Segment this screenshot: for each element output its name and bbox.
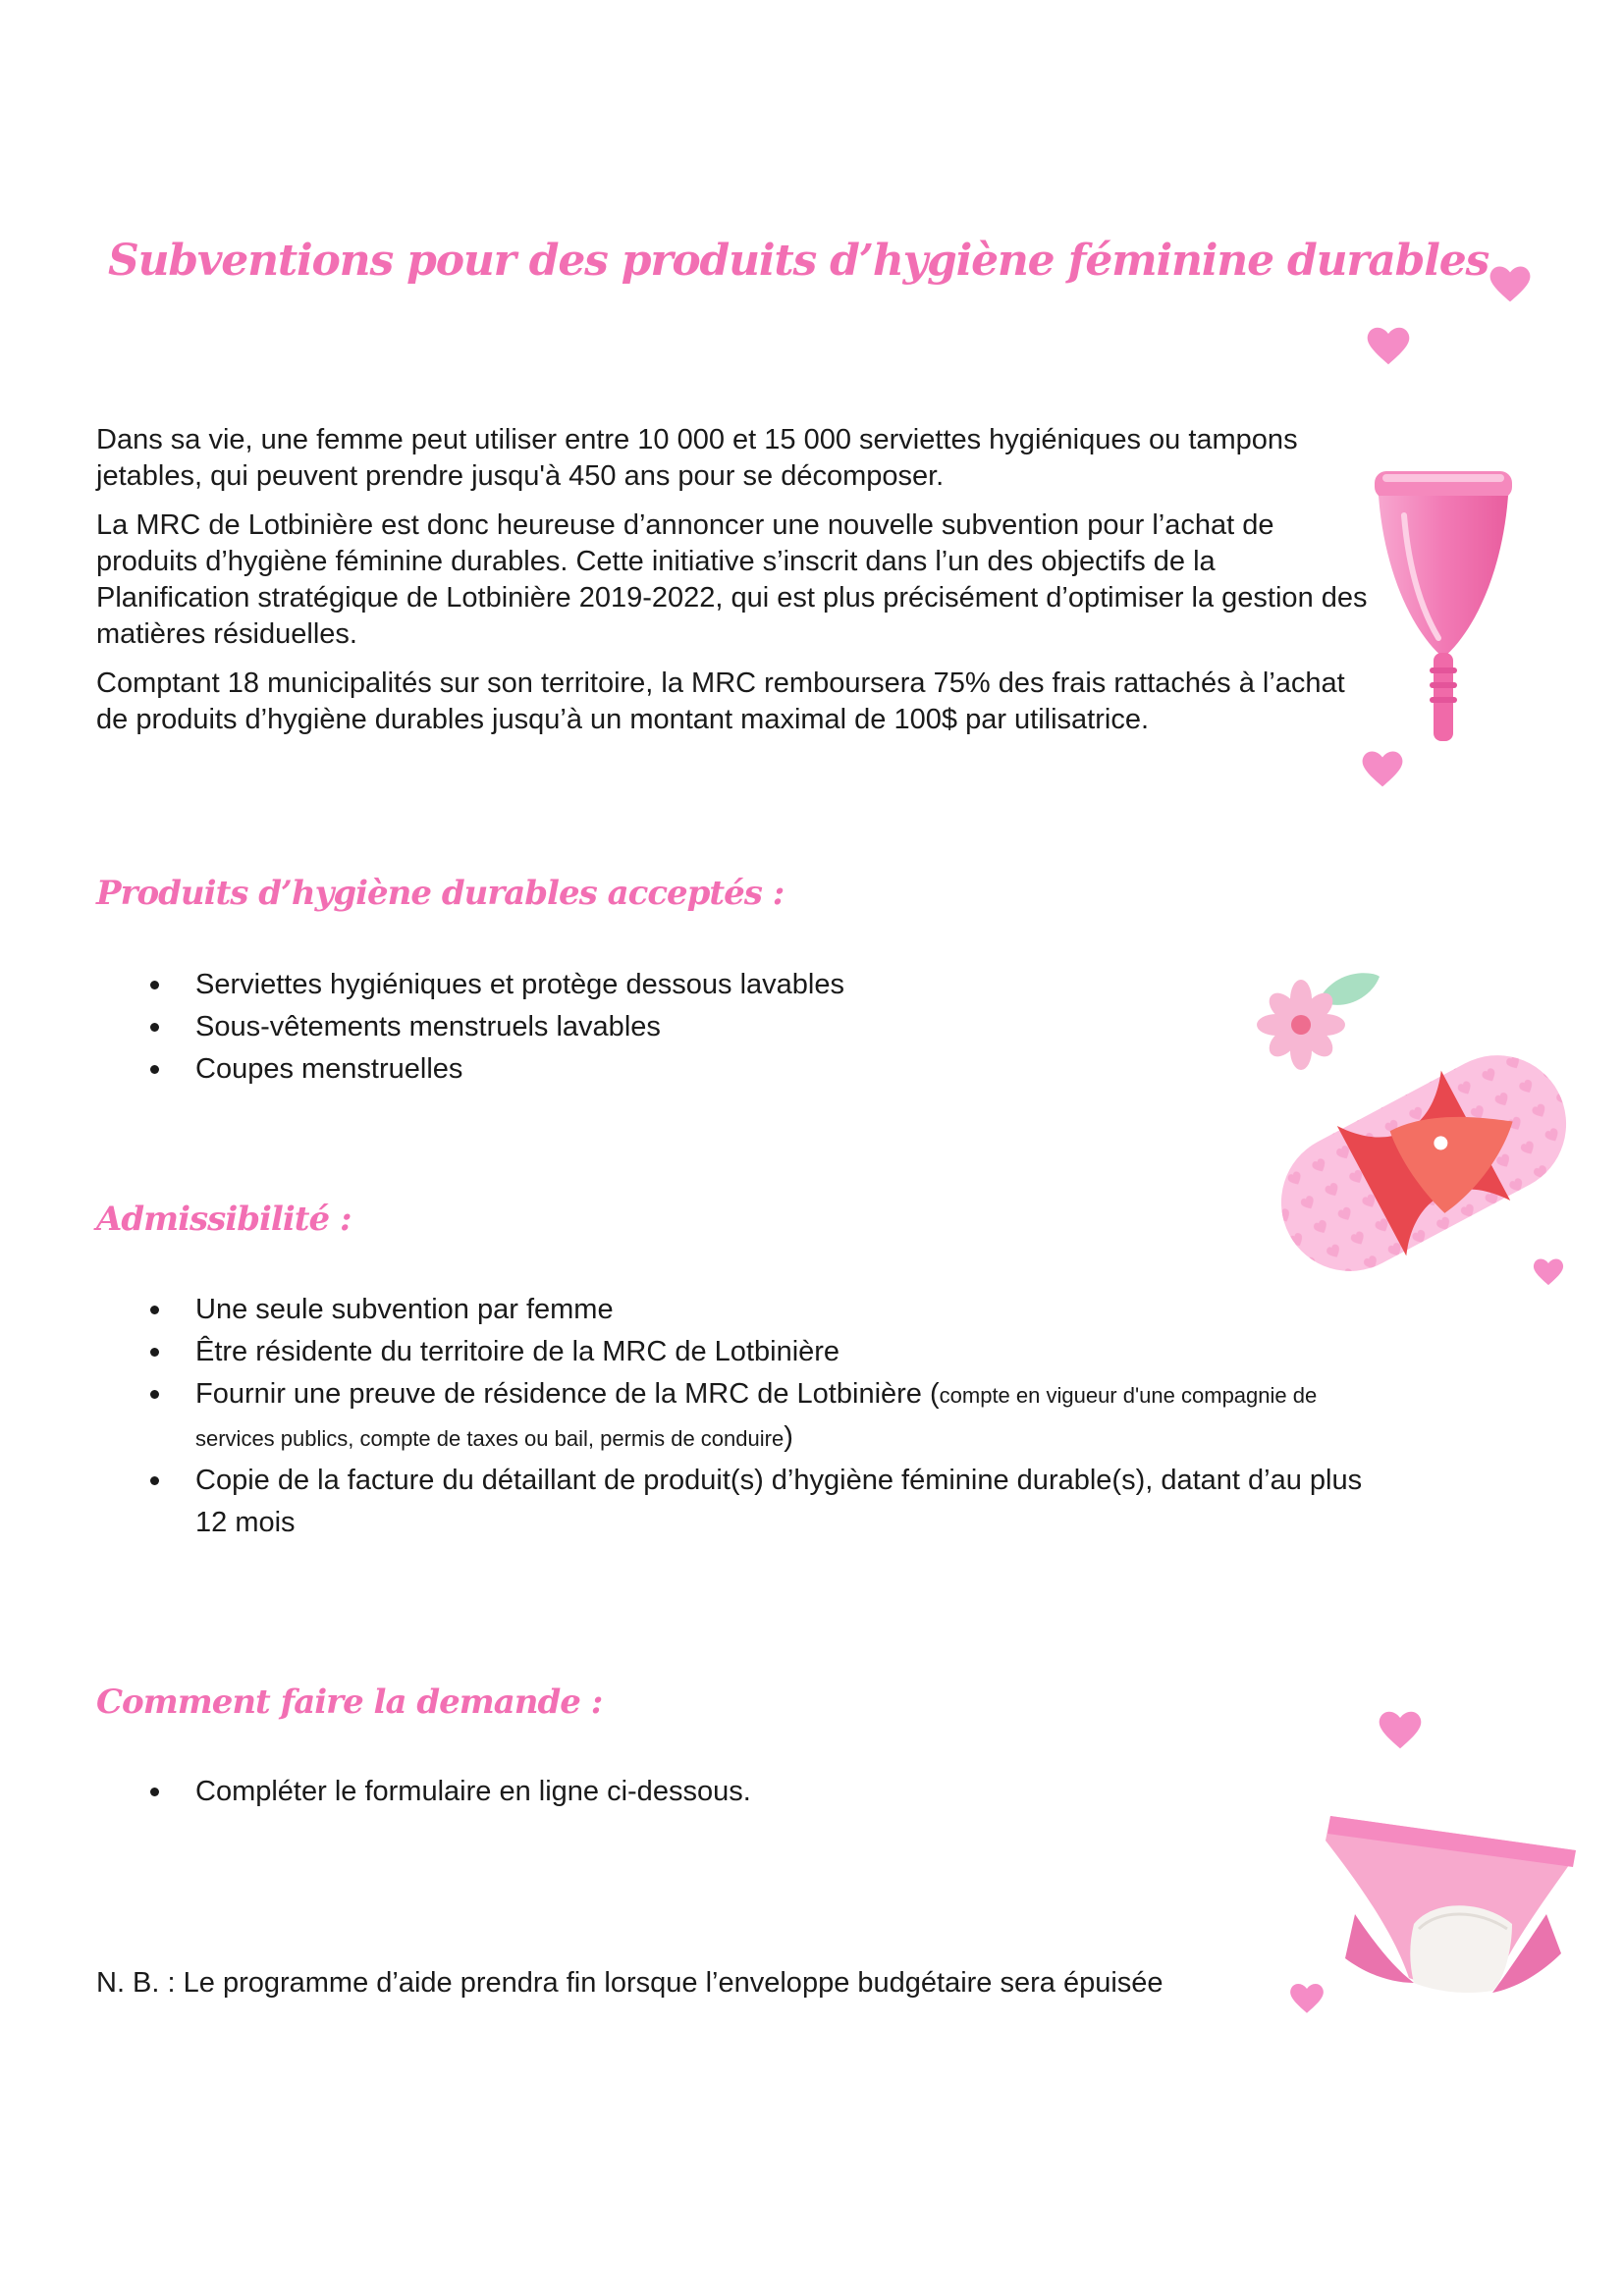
list-item — [96, 1373, 1363, 1460]
intro-paragraph-2: La MRC de Lotbinière est donc heureuse d’annoncer une nouvelle subvention pour l’achat de produits d’hygiène féminine durables. Cette initiative s’inscrit dans l’un des objectifs de la Planification stratégique de Lotbinière 2019-2022, qui est plus précisément d’optimiser la gestion des matières résiduelles. — [96, 509, 1368, 650]
eligibility-heading: Admissibilité : — [96, 1200, 352, 1239]
eligibility-list — [96, 1289, 1363, 1544]
list-item — [96, 1771, 1363, 1813]
cloth-pad-icon — [1262, 1021, 1586, 1306]
list-item-text: Compléter le formulaire en ligne ci-dessous. — [195, 1776, 751, 1807]
heart-icon — [1488, 263, 1533, 304]
bullet-icon — [150, 1348, 159, 1357]
bullet-icon — [150, 1306, 159, 1314]
bullet-icon — [150, 1788, 159, 1796]
intro-section — [96, 422, 1373, 751]
list-item — [96, 1048, 1363, 1091]
list-item-text: Sous-vêtements menstruels lavables — [195, 1011, 661, 1042]
page-title: Subventions pour des produits d’hygiène féminine durables — [108, 236, 1489, 286]
heart-icon — [1360, 748, 1405, 789]
bullet-icon — [150, 981, 159, 989]
list-item — [96, 1289, 1363, 1331]
list-item-text: Coupes menstruelles — [195, 1053, 463, 1085]
list-item-text: Fournir une preuve de résidence de la MRC de Lotbinière ( — [195, 1378, 940, 1410]
howto-list — [96, 1771, 1363, 1813]
menstrual-underwear-icon — [1316, 1796, 1581, 2002]
menstrual-cup-icon — [1365, 466, 1522, 751]
intro-paragraph-3: Comptant 18 municipalités sur son territoire, la MRC remboursera 75% des frais rattachés à l’achat de produits d’hygiène durables jusqu’à un montant maximal de 100$ par utilisatrice. — [96, 667, 1345, 735]
list-item-text-close: ) — [784, 1421, 793, 1453]
bullet-icon — [150, 1023, 159, 1032]
list-item — [96, 964, 1363, 1006]
products-list — [96, 964, 1363, 1091]
intro-paragraph-1: Dans sa vie, une femme peut utiliser entre 10 000 et 15 000 serviettes hygiéniques ou tampons jetables, qui peuvent prendre jusqu'à 450 ans pour se décomposer. — [96, 424, 1298, 492]
bullet-icon — [150, 1390, 159, 1399]
list-item — [96, 1006, 1363, 1048]
bullet-icon — [150, 1065, 159, 1074]
list-item — [96, 1460, 1363, 1544]
howto-heading: Comment faire la demande : — [96, 1682, 603, 1722]
list-item-detail: compte en vigueur d'une compagnie de services publics, compte de taxes ou bail, permis de conduire — [195, 1383, 1318, 1451]
heart-icon — [1377, 1708, 1424, 1751]
products-heading: Produits d’hygiène durables acceptés : — [96, 874, 785, 913]
heart-icon — [1365, 324, 1412, 367]
note-text: N. B. : Le programme d’aide prendra fin lorsque l’enveloppe budgétaire sera épuisée — [96, 1967, 1164, 1999]
list-item-text: Copie de la facture du détaillant de produit(s) d’hygiène féminine durable(s), datant d’au plus 12 mois — [195, 1465, 1363, 1538]
list-item-text: Serviettes hygiéniques et protège dessous lavables — [195, 969, 844, 1000]
list-item-text: Être résidente du territoire de la MRC de Lotbinière — [195, 1336, 840, 1367]
list-item-text: Une seule subvention par femme — [195, 1294, 614, 1325]
bullet-icon — [150, 1476, 159, 1485]
list-item — [96, 1331, 1363, 1373]
